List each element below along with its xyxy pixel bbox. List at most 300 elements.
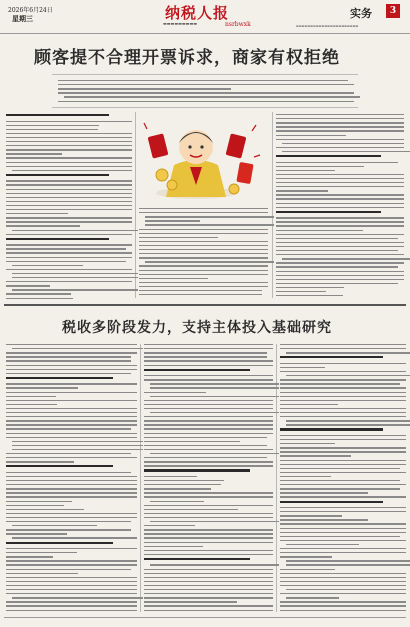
body-text-line xyxy=(280,416,406,417)
body-text-line xyxy=(280,601,406,602)
body-text-line xyxy=(276,182,404,183)
body-text-line xyxy=(280,404,338,405)
body-text-line xyxy=(276,230,363,231)
body-text-line xyxy=(12,277,138,278)
body-text-line xyxy=(144,601,237,602)
body-text-line xyxy=(276,178,404,179)
body-text-line xyxy=(276,166,364,167)
body-text-line xyxy=(12,289,138,290)
body-text-line xyxy=(6,221,132,222)
body-text-line xyxy=(276,114,404,115)
body-text-line xyxy=(276,221,404,222)
section-subheading xyxy=(280,501,383,503)
body-text-line xyxy=(280,511,406,512)
body-text-line xyxy=(144,356,267,357)
body-text-line xyxy=(144,437,267,438)
body-text-line xyxy=(6,472,131,473)
body-text-line xyxy=(6,581,137,582)
body-text-line xyxy=(145,224,274,225)
body-text-line xyxy=(12,525,97,526)
body-text-line xyxy=(6,505,64,506)
body-text-line xyxy=(144,492,273,493)
issue-date: 2026年6月24日 xyxy=(8,7,53,14)
body-text-line xyxy=(12,449,143,450)
body-text-line xyxy=(6,529,131,530)
section-subheading xyxy=(6,465,113,467)
body-text-line xyxy=(280,605,406,606)
body-text-line xyxy=(6,205,132,206)
body-text-line xyxy=(280,484,406,485)
body-text-line xyxy=(144,379,273,380)
body-text-line xyxy=(144,529,273,530)
body-text-line xyxy=(6,201,132,202)
body-text-line xyxy=(58,80,348,81)
body-text-line xyxy=(150,387,279,388)
body-text-line xyxy=(276,217,404,218)
column-divider xyxy=(135,112,136,298)
section-subheading xyxy=(144,469,250,471)
body-text-line xyxy=(6,488,137,489)
body-text-line xyxy=(286,352,410,353)
body-text-line xyxy=(6,577,137,578)
body-text-line xyxy=(280,412,406,413)
body-text-line xyxy=(286,375,410,376)
body-text-line xyxy=(276,283,398,284)
body-text-line xyxy=(280,363,406,364)
body-text-line xyxy=(286,420,410,421)
body-text-line xyxy=(144,428,273,429)
body-text-line xyxy=(280,532,406,533)
column-divider xyxy=(272,112,273,298)
body-text-line xyxy=(6,133,132,134)
body-text-line xyxy=(139,290,262,291)
body-text-line xyxy=(12,265,83,266)
body-text-line xyxy=(276,287,344,288)
body-text-line xyxy=(6,261,126,262)
body-text-line xyxy=(280,468,400,469)
body-text-line xyxy=(276,139,404,140)
body-text-line xyxy=(276,295,343,296)
body-text-line xyxy=(144,597,273,598)
body-text-line xyxy=(280,408,406,409)
masthead xyxy=(0,0,410,34)
body-text-line xyxy=(144,424,273,425)
body-text-line xyxy=(280,464,406,465)
body-text-line xyxy=(144,517,273,518)
column-divider xyxy=(140,344,141,612)
body-text-line xyxy=(280,515,342,516)
section-subheading xyxy=(144,558,250,560)
body-text-line xyxy=(280,439,406,440)
body-text-line xyxy=(280,348,406,349)
body-text-line xyxy=(6,552,77,553)
body-text-line xyxy=(58,101,354,102)
body-text-line xyxy=(280,548,406,549)
body-text-line xyxy=(6,501,72,502)
body-text-line xyxy=(6,420,137,421)
body-text-line xyxy=(6,533,67,534)
body-text-line xyxy=(276,186,404,187)
body-text-line xyxy=(144,420,273,421)
body-text-line xyxy=(6,193,132,194)
body-text-line xyxy=(144,408,273,409)
body-text-line xyxy=(6,234,132,235)
body-text-line xyxy=(280,610,406,611)
body-text-line xyxy=(139,245,268,246)
body-text-line xyxy=(280,443,335,444)
body-text-line xyxy=(276,174,404,175)
body-text-line xyxy=(139,274,268,275)
body-text-line xyxy=(6,573,78,574)
body-text-line xyxy=(280,344,406,345)
body-text-line xyxy=(150,383,279,384)
body-text-line xyxy=(139,229,268,230)
body-text-line xyxy=(139,208,268,209)
body-text-line xyxy=(6,209,132,210)
body-text-line xyxy=(276,242,404,243)
body-text-line xyxy=(144,509,238,510)
body-text-line xyxy=(280,577,406,578)
body-text-line xyxy=(276,238,398,239)
body-text-line xyxy=(6,137,132,138)
body-text-line xyxy=(144,554,273,555)
body-text-line xyxy=(6,356,131,357)
body-text-line xyxy=(280,460,406,461)
body-text-line xyxy=(280,371,406,372)
body-text-line xyxy=(6,244,132,245)
body-text-line xyxy=(6,285,50,286)
body-text-line xyxy=(6,480,137,481)
body-text-line xyxy=(58,92,354,93)
body-text-line xyxy=(144,352,267,353)
body-text-line xyxy=(280,496,406,497)
body-text-line xyxy=(6,281,132,282)
body-text-line xyxy=(144,375,273,376)
logo-url: nsrbwxk xyxy=(225,21,251,28)
body-text-line xyxy=(280,556,332,557)
body-text-line xyxy=(280,392,406,393)
body-text-line xyxy=(280,585,406,586)
body-text-line xyxy=(6,396,56,397)
body-text-line xyxy=(6,252,132,253)
body-text-line xyxy=(6,125,99,126)
body-text-line xyxy=(64,96,360,97)
body-text-line xyxy=(276,271,404,272)
body-text-line xyxy=(280,581,406,582)
body-text-line xyxy=(6,461,74,462)
section-subheading xyxy=(6,542,113,544)
headline-2: 税收多阶段发力，支持主体投入基础研究 xyxy=(62,320,332,336)
body-text-line xyxy=(6,121,132,122)
body-text-line xyxy=(6,184,132,185)
body-text-line xyxy=(6,141,132,142)
body-text-line xyxy=(6,387,78,388)
body-text-line xyxy=(6,145,132,146)
body-text-line xyxy=(280,400,406,401)
body-text-line xyxy=(144,404,273,405)
body-text-line xyxy=(6,344,137,345)
body-text-line xyxy=(145,216,274,217)
body-text-line xyxy=(6,400,137,401)
body-text-line xyxy=(139,233,268,234)
body-text-line xyxy=(6,610,137,611)
body-text-line xyxy=(144,585,273,586)
body-text-line xyxy=(6,569,131,570)
body-text-line xyxy=(139,241,268,242)
section-subheading xyxy=(6,114,109,116)
body-text-line xyxy=(6,453,131,454)
section-subheading xyxy=(276,155,381,157)
body-text-line xyxy=(150,501,204,502)
body-text-line xyxy=(280,488,400,489)
body-text-line xyxy=(276,194,404,195)
body-text-line xyxy=(6,352,137,353)
body-text-line xyxy=(276,250,398,251)
body-text-line xyxy=(139,282,268,283)
body-text-line xyxy=(286,544,359,545)
body-text-line xyxy=(144,457,267,458)
body-text-line xyxy=(6,225,80,226)
body-text-line xyxy=(6,605,137,606)
body-text-line xyxy=(144,488,211,489)
body-text-line xyxy=(6,412,137,413)
body-text-line xyxy=(276,291,326,292)
body-text-line xyxy=(58,84,354,85)
body-text-line xyxy=(6,373,131,374)
body-text-line xyxy=(144,465,273,466)
body-text-line xyxy=(144,400,273,401)
body-text-line xyxy=(6,496,137,497)
body-text-line xyxy=(276,234,404,235)
body-text-line xyxy=(6,564,137,565)
body-text-line xyxy=(144,392,206,393)
body-text-line xyxy=(150,564,279,565)
body-text-line xyxy=(12,441,143,442)
body-text-line xyxy=(6,257,132,258)
body-text-line xyxy=(276,262,404,263)
body-text-line xyxy=(144,484,221,485)
body-text-line xyxy=(6,585,137,586)
page-number: 3 xyxy=(386,4,400,18)
body-text-line xyxy=(276,207,404,208)
body-text-line xyxy=(144,449,273,450)
body-text-line xyxy=(139,212,268,213)
body-text-line xyxy=(139,294,262,295)
body-text-line xyxy=(6,492,137,493)
body-text-line xyxy=(139,278,208,279)
body-text-line xyxy=(280,447,406,448)
body-text-line xyxy=(144,344,273,345)
body-text-line xyxy=(6,433,137,434)
body-text-line xyxy=(286,560,410,561)
body-text-line xyxy=(144,569,273,570)
body-text-line xyxy=(6,217,132,218)
body-text-line xyxy=(139,253,268,254)
body-text-line xyxy=(6,213,68,214)
body-text-line xyxy=(58,88,231,89)
body-text-line xyxy=(280,472,406,473)
section-subheading xyxy=(144,369,250,371)
body-text-line xyxy=(12,230,138,231)
body-text-line xyxy=(6,129,98,130)
body-text-line xyxy=(6,601,137,602)
body-text-line xyxy=(280,519,368,520)
body-text-line xyxy=(280,480,400,481)
body-text-line xyxy=(280,536,400,537)
body-text-line xyxy=(6,360,131,361)
body-text-line xyxy=(276,147,404,148)
body-text-line xyxy=(139,257,268,258)
body-text-line xyxy=(144,525,195,526)
body-text-line xyxy=(144,348,273,349)
body-text-line xyxy=(6,424,137,425)
body-text-line xyxy=(286,597,339,598)
body-text-line xyxy=(276,135,346,136)
section-subheading xyxy=(280,356,383,358)
body-text-line xyxy=(144,589,273,590)
body-text-line xyxy=(6,269,132,270)
body-text-line xyxy=(276,225,404,226)
body-text-line xyxy=(144,577,273,578)
body-text-line xyxy=(6,589,137,590)
body-text-line xyxy=(280,476,331,477)
body-text-line xyxy=(139,249,268,250)
body-text-line xyxy=(276,246,404,247)
body-text-line xyxy=(6,180,132,181)
body-text-line xyxy=(6,157,132,158)
body-text-line xyxy=(144,593,273,594)
body-text-line xyxy=(6,560,137,561)
body-text-line xyxy=(144,542,273,543)
body-text-line xyxy=(280,451,406,452)
body-text-line xyxy=(12,273,138,274)
story-separator xyxy=(4,304,406,306)
body-text-line xyxy=(6,197,132,198)
body-text-line xyxy=(6,166,132,167)
body-text-line xyxy=(286,564,410,565)
body-text-line xyxy=(144,605,273,606)
body-text-line xyxy=(6,365,137,366)
body-text-line xyxy=(139,265,268,266)
body-text-line xyxy=(276,170,335,171)
body-text-line xyxy=(6,509,84,510)
body-text-line xyxy=(276,275,404,276)
body-text-line xyxy=(144,513,273,514)
cartoon-merchant-icon xyxy=(138,113,268,205)
body-text-line xyxy=(282,143,404,144)
body-text-line xyxy=(276,118,404,119)
body-text-line xyxy=(139,286,268,287)
body-text-line xyxy=(6,248,126,249)
body-text-line xyxy=(280,435,406,436)
body-text-line xyxy=(276,198,404,199)
body-text-line xyxy=(280,507,406,508)
issue-weekday: 星期三 xyxy=(12,14,33,23)
body-text-line xyxy=(6,416,137,417)
section-subheading xyxy=(6,238,109,240)
body-text-line xyxy=(144,476,197,477)
newspaper-logo: 纳税人报 xyxy=(165,4,230,22)
body-text-line xyxy=(276,190,328,191)
body-text-line xyxy=(144,505,273,506)
editor-credits: ▬▬▬▬▬▬▬▬▬▬▬▬▬▬▬▬▬▬▬▬▬▬ xyxy=(296,24,359,28)
body-text-line xyxy=(286,424,410,425)
body-text-line xyxy=(276,254,404,255)
body-text-line xyxy=(6,513,137,514)
body-text-line xyxy=(280,455,351,456)
body-text-line xyxy=(6,298,73,299)
body-text-line xyxy=(12,537,137,538)
body-text-line xyxy=(280,528,406,529)
body-text-line xyxy=(144,433,273,434)
body-text-line xyxy=(144,441,240,442)
section-subheading xyxy=(6,174,109,176)
body-text-line xyxy=(12,348,143,349)
body-text-line xyxy=(6,428,131,429)
body-text-line xyxy=(280,396,406,397)
section-name: 实务 xyxy=(350,7,372,20)
body-text-line xyxy=(276,122,404,123)
body-text-line xyxy=(6,189,132,190)
bottom-rule xyxy=(4,617,406,618)
body-text-line xyxy=(6,153,62,154)
body-text-line xyxy=(6,484,137,485)
body-text-line xyxy=(6,476,137,477)
body-text-line xyxy=(144,445,267,446)
body-text-line xyxy=(12,597,143,598)
body-text-line xyxy=(276,279,404,280)
body-text-line xyxy=(6,293,71,294)
body-text-line xyxy=(145,220,200,221)
body-text-line xyxy=(286,589,406,590)
body-text-line xyxy=(144,416,273,417)
body-text-line xyxy=(12,445,143,446)
body-text-line xyxy=(139,270,268,271)
body-text-line xyxy=(276,266,398,267)
body-text-line xyxy=(144,537,273,538)
body-text-line xyxy=(6,408,137,409)
section-subheading xyxy=(280,428,383,430)
body-text-line xyxy=(145,261,274,262)
body-text-line xyxy=(280,540,406,541)
body-text-line xyxy=(280,523,406,524)
body-text-line xyxy=(6,162,132,163)
body-text-line xyxy=(280,573,406,574)
body-text-line xyxy=(276,130,404,131)
logo-subtitle-bar: ▬▬▬▬▬▬▬▬▬ xyxy=(163,21,198,26)
body-text-line xyxy=(144,533,273,534)
body-text-line xyxy=(6,517,137,518)
body-text-line xyxy=(6,404,57,405)
body-text-line xyxy=(144,581,273,582)
body-text-line xyxy=(6,556,53,557)
headline-1: 顾客提不合理开票诉求，商家有权拒绝 xyxy=(34,48,340,68)
body-text-line xyxy=(6,593,137,594)
body-text-line xyxy=(280,593,406,594)
body-text-line xyxy=(6,149,132,150)
body-text-line xyxy=(280,569,335,570)
body-text-line xyxy=(144,550,273,551)
body-text-line xyxy=(150,521,279,522)
body-text-line xyxy=(280,367,325,368)
body-text-line xyxy=(280,552,406,553)
body-text-line xyxy=(6,383,137,384)
body-text-line xyxy=(280,379,406,380)
body-text-line xyxy=(6,548,137,549)
section-subheading xyxy=(6,377,113,379)
body-text-line xyxy=(6,369,137,370)
body-text-line xyxy=(280,492,368,493)
